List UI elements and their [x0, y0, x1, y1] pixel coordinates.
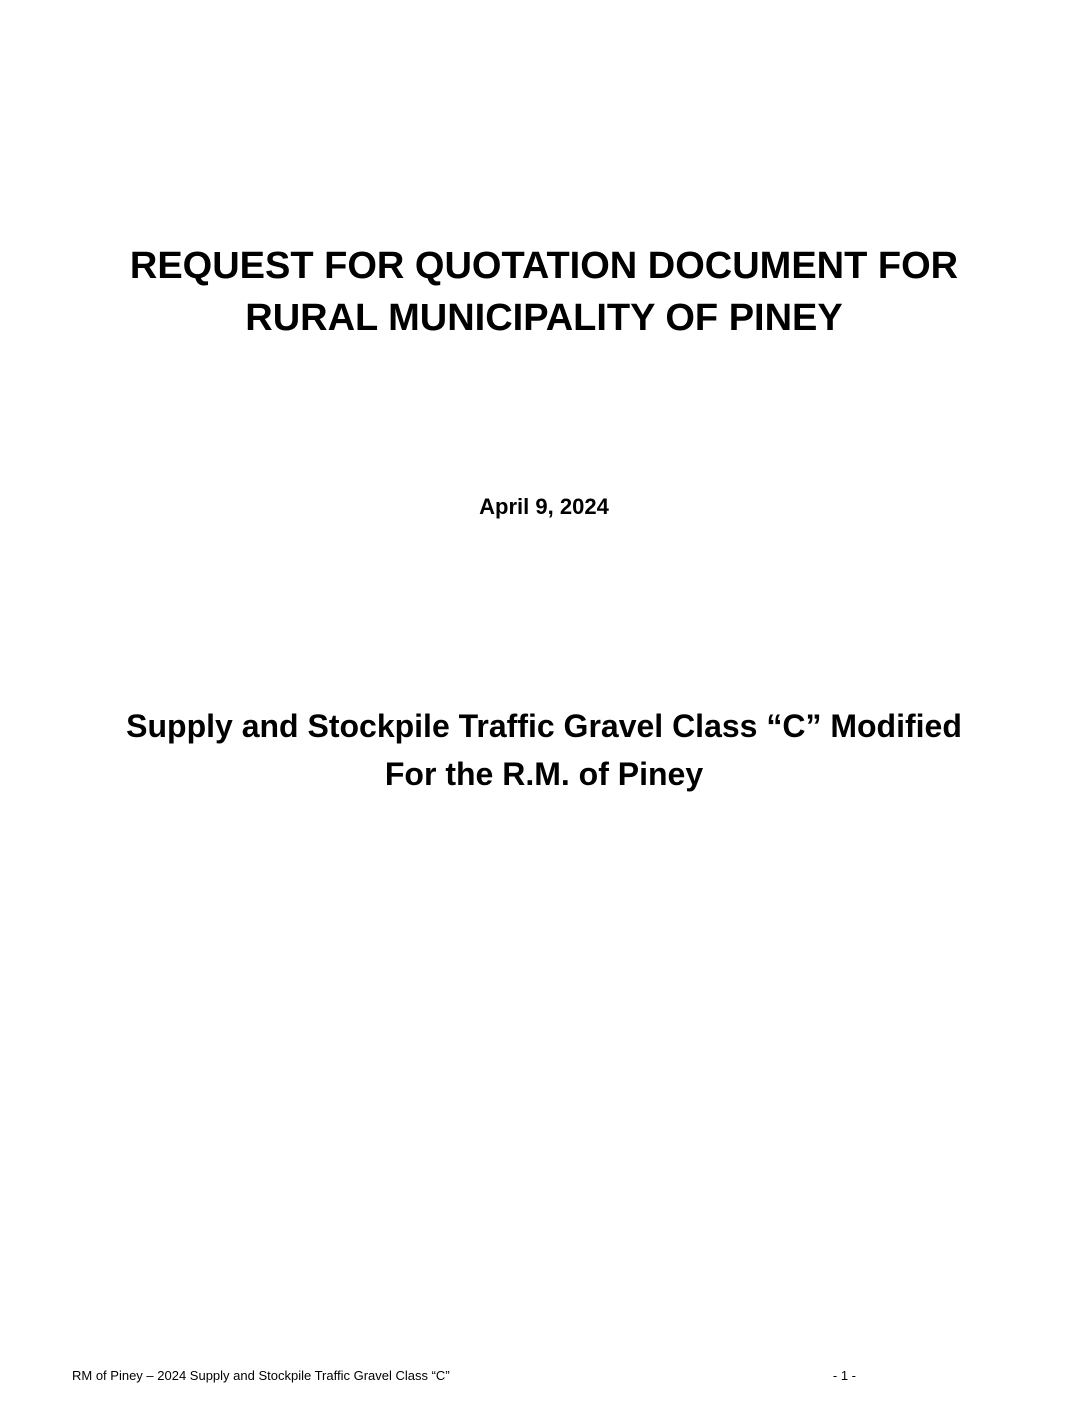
title-line-2: RURAL MUNICIPALITY OF PINEY — [245, 297, 843, 339]
document-date: April 9, 2024 — [479, 494, 609, 519]
title-line-1: REQUEST FOR QUOTATION DOCUMENT FOR — [129, 245, 959, 287]
document-title — [60, 240, 1028, 344]
subtitle-line-2: For the R.M. of Piney — [384, 756, 704, 792]
page-footer — [72, 1367, 856, 1385]
page-number: - 1 - — [832, 1368, 856, 1383]
document-subtitle — [40, 702, 1048, 798]
subtitle-line-1: Supply and Stockpile Traffic Gravel Class “C” Modified — [126, 708, 962, 744]
footer-text: RM of Piney – 2024 Supply and Stockpile Traffic Gravel Class “C” — [72, 1368, 450, 1383]
